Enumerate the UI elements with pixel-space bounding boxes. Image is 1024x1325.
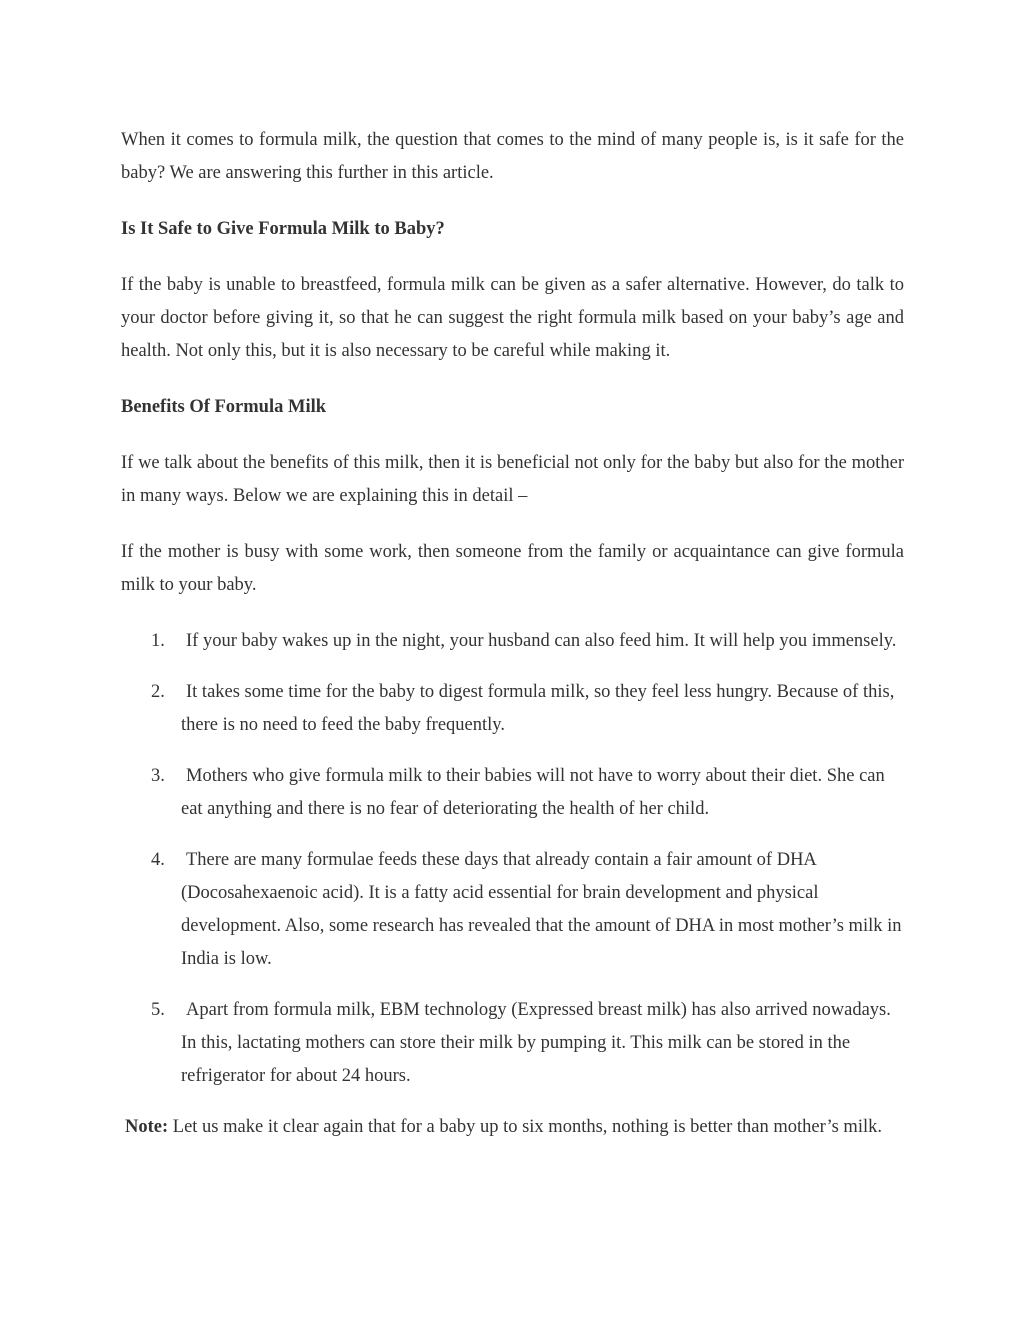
- list-item: [121, 844, 904, 976]
- list-item-text: Apart from formula milk, EBM technology (Expressed breast milk) has also arrived nowadays. In this, lactating mothers can store their milk by pumping it. This milk can be stored in the refrigerator for about 24 hours.: [181, 1000, 891, 1086]
- benefits-second-paragraph: If the mother is busy with some work, then someone from the family or acquaintance can give formula milk to your baby.: [121, 542, 904, 595]
- list-item-number: 4.: [151, 850, 165, 870]
- safety-paragraph: If the baby is unable to breastfeed, formula milk can be given as a safer alternative. However, do talk to your doctor before giving it, so that he can suggest the right formula milk based on your baby’s age and health. Not only this, but it is also necessary to be careful while making it.: [121, 275, 904, 361]
- list-item-text: Mothers who give formula milk to their babies will not have to worry about their diet. She can eat anything and there is no fear of deteriorating the health of her child.: [181, 766, 885, 819]
- list-item: [121, 625, 904, 658]
- benefits-intro-paragraph: If we talk about the benefits of this milk, then it is beneficial not only for the baby but also for the mother in many ways. Below we are explaining this in detail –: [121, 453, 904, 506]
- document-page: [121, 124, 904, 1144]
- list-item-text: It takes some time for the baby to digest formula milk, so they feel less hungry. Because of this, there is no need to feed the baby frequently.: [181, 682, 895, 735]
- section-heading-safety: Is It Safe to Give Formula Milk to Baby?: [121, 219, 445, 239]
- note-paragraph: [121, 1111, 904, 1144]
- list-item-number: 2.: [151, 682, 165, 702]
- list-item: [121, 994, 904, 1093]
- list-item-text: There are many formulae feeds these days that already contain a fair amount of DHA (Docosahexaenoic acid). It is a fatty acid essential for brain development and physical development. Also, some research has revealed that the amount of DHA in most mother’s milk in India is low.: [181, 850, 902, 969]
- list-item: [121, 760, 904, 826]
- list-item-text: If your baby wakes up in the night, your husband can also feed him. It will help you immensely.: [186, 631, 897, 651]
- list-item: [121, 676, 904, 742]
- intro-paragraph: When it comes to formula milk, the question that comes to the mind of many people is, is it safe for the baby? We are answering this further in this article.: [121, 130, 904, 183]
- note-label: Note:: [125, 1117, 169, 1137]
- list-item-number: 3.: [151, 766, 165, 786]
- section-heading-benefits: Benefits Of Formula Milk: [121, 397, 327, 417]
- list-item-number: 5.: [151, 1000, 165, 1020]
- note-text: Let us make it clear again that for a baby up to six months, nothing is better than mother’s milk.: [168, 1117, 882, 1137]
- benefits-list: [121, 625, 904, 1093]
- list-item-number: 1.: [151, 631, 165, 651]
